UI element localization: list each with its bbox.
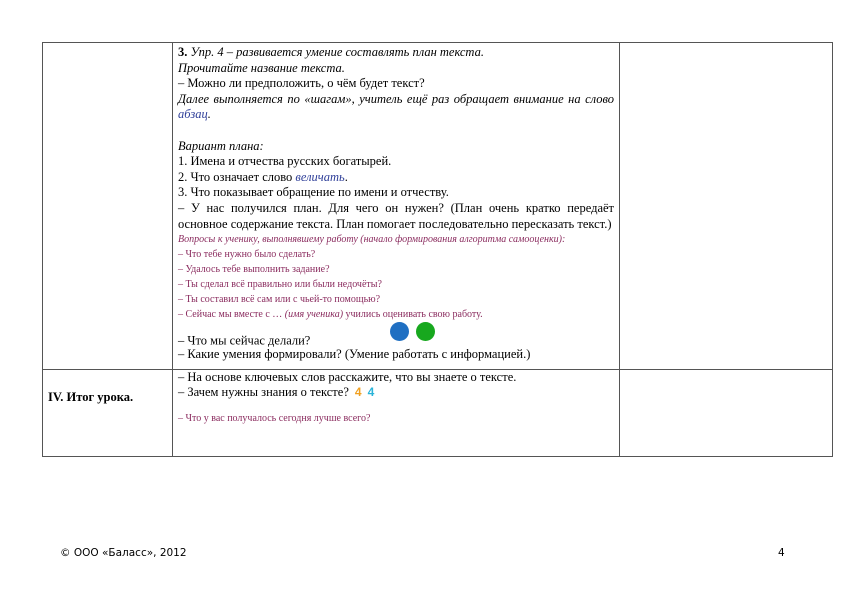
footer-copyright: © ООО «Баласс», 2012: [60, 547, 187, 559]
green-circle-icon: [416, 322, 435, 341]
question-4: – Ты составил всё сам или с чьей-то помощью?: [178, 294, 381, 306]
lesson-table: [42, 42, 833, 457]
page-number: 4: [778, 547, 785, 559]
notes-cell-empty: [620, 43, 833, 370]
predict-line: – Можно ли предположить, о чём будет текст?: [178, 76, 425, 91]
stage-label: IV. Итог урока.: [43, 369, 173, 456]
plan-item-1: 1. Имена и отчества русских богатырей.: [178, 154, 392, 169]
stage-cell-empty: [43, 43, 173, 370]
plan-item-2: 2. Что означает слово величать.: [178, 169, 348, 184]
question-1: – Что тебе нужно было сделать?: [178, 249, 316, 261]
plan-heading: Вариант плана:: [178, 138, 264, 153]
keyword-velichat: величать: [295, 169, 345, 184]
doing-line: – Что мы сейчас делали?: [178, 332, 614, 351]
read-title-line: Прочитайте название текста.: [178, 60, 345, 75]
notes-cell-empty: [620, 369, 833, 456]
questions-heading: Вопросы к ученику, выполнявшему работу (начало формирования алгоритма самооценки):: [178, 234, 566, 246]
number-badge-cyan: 4: [367, 385, 375, 400]
question-3: – Ты сделал всё правильно или были недочёты?: [178, 279, 382, 291]
skills-line: – Какие умения формировали? (Умение работать с информацией.): [178, 347, 531, 362]
steps-line: Далее выполняется по «шагам», учитель ещё раз обращает внимание на слово абзац.: [178, 91, 614, 122]
plan-question: – У нас получился план. Для чего он нужен? (План очень кратко передаёт основное содержание текста. План помогает последовательно пересказать текст.): [178, 200, 614, 231]
number-badge-orange: 4: [354, 385, 362, 400]
question-5: – Сейчас мы вместе с … (имя ученика) учились оценивать свою работу.: [178, 309, 483, 321]
blue-circle-icon: [390, 322, 409, 341]
table-row: [43, 43, 833, 370]
keywords-line: – На основе ключевых слов расскажите, что вы знаете о тексте.: [178, 369, 517, 384]
keyword-abzac: абзац: [178, 107, 208, 122]
question-2: – Удалось тебе выполнить задание?: [178, 264, 330, 276]
activity-cell: [173, 369, 620, 456]
best-question: – Что у вас получалось сегодня лучше всего?: [178, 412, 371, 424]
table-row: [43, 369, 833, 456]
activity-cell: [173, 43, 620, 370]
plan-item-3: 3. Что показывает обращение по имени и отчеству.: [178, 185, 449, 200]
self-assessment-dots: [390, 322, 442, 341]
exercise-heading: 3. Упр. 4 – развивается умение составлять план текста.: [178, 45, 484, 59]
why-line: – Зачем нужны знания о тексте? 4 4: [178, 385, 375, 400]
